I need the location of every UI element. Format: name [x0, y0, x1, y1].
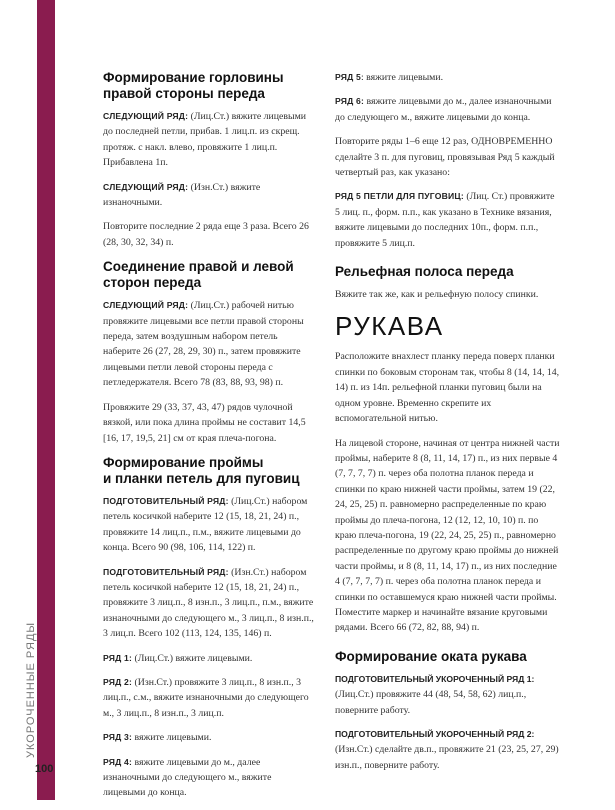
section-join-front: [103, 259, 315, 446]
paragraph: Вяжите так же, как и рельефную полосу спинки.: [335, 289, 539, 301]
paragraph: (Лиц.Ст.) провяжите 44 (48, 54, 58, 62) лиц.п., поверните работу.: [335, 689, 527, 716]
paragraph-text: (Лиц.Ст.) вяжите лицевыми.: [132, 652, 253, 664]
section-heading-cap: Формирование оката рукава: [335, 648, 527, 664]
paragraph: [103, 494, 315, 556]
heading-line-1: Формирование проймы: [103, 454, 264, 470]
paragraph: [103, 109, 315, 171]
heading-line-1: Формирование горловины: [103, 70, 284, 85]
row-label: ПОДГОТОВИТЕЛЬНЫЙ РЯД:: [103, 495, 229, 506]
paragraph-text: (Лиц.Ст.) набором петель косичкой наберите 12 (15, 18, 21, 24) п., провяжите 14 лиц.п., п.м., вяжите лицевыми до конца. Всего 90 (98, 106, 114, 122) п.: [103, 495, 308, 554]
paragraph: Повторите ряды 1–6 еще 12 раз, ОДНОВРЕМЕННО сделайте 3 п. для пуговиц, провязывая Ряд 5 каждый четвертый раз, как указано:: [335, 136, 555, 179]
paragraph: [103, 298, 315, 390]
paragraph: [103, 755, 315, 801]
heading-line-2: правой стороны переда: [103, 86, 265, 101]
paragraph: [103, 651, 315, 666]
chapter-label-text: УКОРОЧЕННЫЕ РЯДЫ: [25, 621, 37, 758]
row-label: РЯД 3:: [103, 732, 133, 743]
left-column: [103, 70, 315, 810]
row-label: СЛЕДУЮЩИЙ РЯД:: [103, 111, 189, 121]
row-label: СЛЕДУЮЩИЙ РЯД:: [103, 181, 189, 192]
right-column: [335, 70, 560, 782]
section-heading-relief: Рельефная полоса переда: [335, 264, 514, 280]
paragraph: (Изн.Ст.) сделайте дв.п., провяжите 21 (23, 25, 27, 29) изн.п., поверните работу.: [335, 744, 559, 771]
row-label: РЯД 5: [335, 72, 361, 82]
row-label: ПОДГОТОВИТЕЛЬНЫЙ УКОРОЧЕННЫЙ РЯД 2:: [335, 729, 535, 739]
paragraph: Расположите внахлест планку переда поверх планки спинки по боковым сторонам так, чтобы 8 (14, 14, 14, 14) п. из 14п. рельефной планки пуговиц были на одном уровне. Временно скрепите их вспомогательной нитью.: [335, 351, 560, 425]
row-label: РЯД 6:: [335, 96, 365, 107]
paragraph: [335, 70, 560, 85]
heading-line-1: Соединение правой и левой: [103, 259, 294, 275]
row-label: РЯД 2:: [103, 676, 133, 687]
paragraph-text: вяжите лицевыми.: [132, 732, 212, 744]
paragraph: [103, 180, 315, 211]
paragraph-text: (Изн.Ст.) набором петель косичкой наберите 12 (15, 18, 21, 24) п., провяжите 3 лиц.п., 8 изн.п., 3 лиц.п., п.м., вяжите изнаночными до следующего м., 3 лиц.п., 8 изн.п., 3 лиц.п. Всего 102 (113, 124, 135, 146) п.: [103, 566, 314, 640]
sleeves-heading: РУКАВА: [335, 311, 444, 342]
paragraph: На лицевой стороне, начиная от центра нижней части проймы, наберите 8 (8, 11, 14, 17) п., из них первые 4 (7, 7, 7, 7) п. через оба полотна планок переда и спинки по краю нижней части проймы, затем 19 (22, 24, 25, 25) п. равномерно распределенные по краю проймы до плеча-погона, 12 (12, 12, 10, 10) п. по краю плеча-погона, 19 (22, 24, 25, 25) п., равномерно распределенные по другому краю проймы до нижней части проймы, и 8 (8, 11, 14, 17) п., из них последние 4 (7, 7, 7, 7) п. через оба полотна планок переда и спинки по оставшемуся краю нижней части проймы. Поместите маркер и начинайте вязание круговыми рядами. Всего 66 (72, 82, 88, 94) п.: [335, 437, 560, 634]
section-heading: [103, 259, 315, 291]
page-number: 100: [35, 763, 54, 775]
section-armhole: [103, 455, 315, 801]
paragraph-text: : вяжите лицевыми.: [360, 72, 444, 83]
paragraph: [103, 730, 315, 745]
section-neckline: [103, 70, 315, 250]
paragraph: [335, 189, 560, 251]
row-label: ПОДГОТОВИТЕЛЬНЫЙ РЯД:: [103, 566, 229, 577]
row-label: РЯД 4:: [103, 756, 133, 767]
paragraph: [103, 675, 315, 721]
heading-line-2: и планки петель для пуговиц: [103, 470, 300, 486]
paragraph-text: (Лиц.Ст.) вяжите лицевыми до последней петли, прибав. 1 лиц.п. из скрещ. протяж. с накл. влево, провяжите 1 лиц.п. Прибавлена 1п.: [103, 111, 307, 169]
paragraph-text: (Лиц.Ст.) рабочей нитью провяжите лицевыми все петли правой стороны переда, затем воздушным набором петель наберите 26 (27, 28, 29, 30) п., затем провяжите лицевыми петли левой стороны переда с петледержателя. Всего 78 (83, 88, 93, 98) п.: [103, 300, 304, 389]
paragraph-text: (Изн.Ст.) вяжите изнаночными.: [103, 181, 261, 209]
paragraph: [103, 565, 315, 642]
paragraph: Повторите последние 2 ряда еще 3 раза. Всего 26 (28, 30, 32, 34) п.: [103, 221, 309, 248]
heading-line-2: сторон переда: [103, 275, 202, 291]
paragraph-text: вяжите лицевыми до м., далее изнаночными до следующего м., вяжите лицевыми до конца.: [103, 756, 272, 799]
section-heading: [103, 455, 315, 487]
paragraph-text: вяжите лицевыми до м., далее изнаночными до следующего м., вяжите лицевыми до конца.: [335, 96, 552, 123]
section-heading: [103, 70, 315, 102]
chapter-label: [24, 578, 38, 758]
paragraph: [335, 94, 560, 125]
row-label: СЛЕДУЮЩИЙ РЯД:: [103, 300, 189, 311]
paragraph: Провяжите 29 (33, 37, 43, 47) рядов чулочной вязкой, или пока длина проймы не составит 14,5 [16, 17, 19,5, 21] см от края плеча-погона.: [103, 401, 306, 444]
row-label: РЯД 1:: [103, 652, 133, 663]
paragraph-text: (Изн.Ст.) провяжите 3 лиц.п., 8 изн.п., 3 лиц.п., с.м., вяжите изнаночными до следующего м., 3 лиц.п., 8 изн.п., 3 лиц.п.: [103, 676, 309, 719]
accent-band: [37, 0, 55, 800]
row-label: РЯД 5 ПЕТЛИ ДЛЯ ПУГОВИЦ:: [335, 191, 464, 202]
paragraph-text: (Лиц. Ст.) провяжите 5 лиц. п., форм. п.п., как указано в Технике вязания, вяжите лицевыми до последних 10п., форм. п.п., провяжите 5 лиц.п.: [335, 191, 555, 249]
row-label: ПОДГОТОВИТЕЛЬНЫЙ УКОРОЧЕННЫЙ РЯД 1:: [335, 673, 535, 684]
sidebar: [0, 0, 55, 800]
